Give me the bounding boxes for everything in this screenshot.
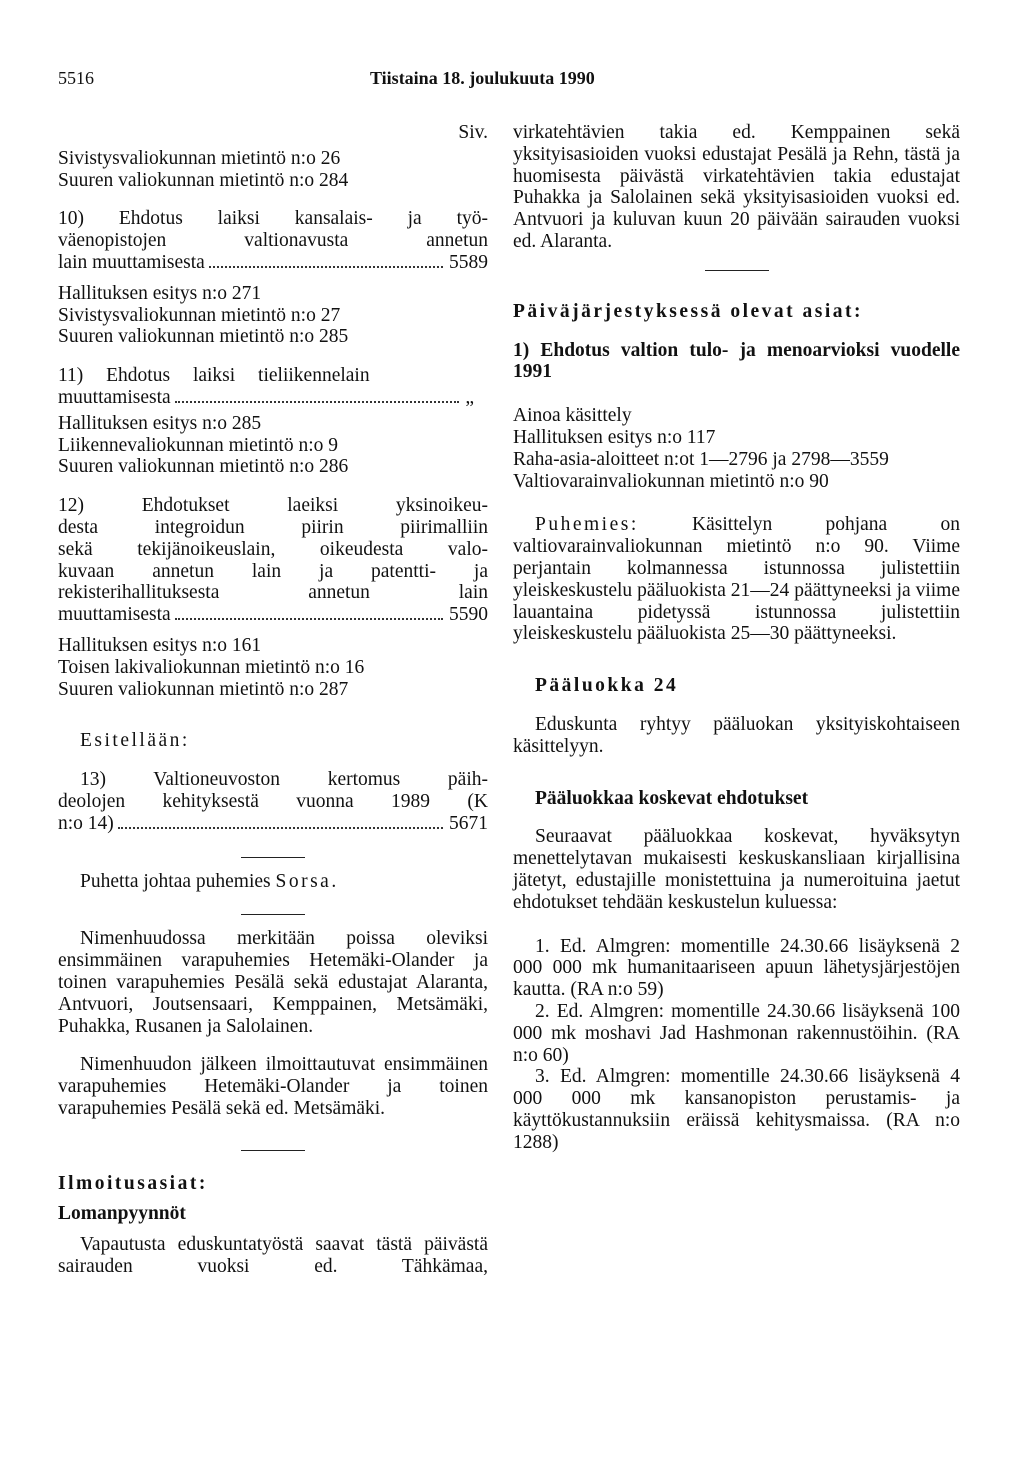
proposals-heading: Pääluokkaa koskevat ehdotukset: [535, 787, 809, 809]
left-column: [58, 122, 488, 1278]
committee-refs-1: Sivistysvaliokunnan mietintö n:o 26 Suuren valiokunnan mietintö n:o 284: [58, 147, 349, 191]
page-number: 5516: [58, 68, 94, 88]
siv-label: Siv.: [458, 122, 488, 143]
speaker-statement: Puhemies: Käsittelyn pohjana on valtiovarainvaliokunnan mietintö n:o 90. Viime perjantain kolmannessa istunnossa julistettiin yleiskeskustelu pääluokista 21—24 päättyneeksi ja viime lauantaina pidetyssä istunnossa julistettiin yleiskeskustelu pääluokista 25—30 päättyneeksi.: [513, 514, 960, 645]
page-ref: 5589: [449, 251, 488, 273]
proposals-intro: Seuraavat pääluokkaa koskevat, hyväksytyn menettelytavan mukaisesti keskuskansliaan kirjallisina jätetyt, edustajille monistettuina ja numeroituina jaetut ehdotukset tehdään keskustelun kuluessa:: [513, 826, 960, 913]
agenda-heading: Päiväjärjestyksessä olevat asiat:: [513, 300, 864, 322]
right-column: [513, 122, 960, 1153]
agenda-item-12: 12) Ehdotukset laeiksi yksinoikeu- desta integroidun piirin piirimalliin sekä tekijänoikeuslain, oikeudesta valo- kuvaan annetun lain ja patentti- ja rekisterihallituksesta annetun lain muuttamisesta 5590: [58, 495, 488, 626]
committee-refs-2: Hallituksen esitys n:o 271 Sivistysvaliokunnan mietintö n:o 27 Suuren valiokunnan mietintö n:o 285: [58, 282, 349, 348]
page-ref: 5671: [449, 812, 488, 834]
page-ref: 5590: [449, 604, 488, 626]
item-1-title: 1) Ehdotus valtion tulo- ja menoarvioksi vuodelle 1991: [513, 339, 960, 383]
paaluokka-24-heading: Pääluokka 24: [535, 675, 679, 697]
agenda-item-11: 11) Ehdotus laiksi tieliikennelain muuttamisesta „: [58, 365, 488, 409]
leave-requests: Vapautusta eduskuntatyöstä saavat tästä päivästä sairauden vuoksi ed. Tähkämaa,: [58, 1234, 488, 1278]
chair-statement: Puhetta johtaa puhemies Sorsa.: [80, 870, 337, 892]
agenda-item-13: 13) Valtioneuvoston kertomus päih- deolojen kehityksestä vuonna 1989 (K n:o 14) 5671: [58, 769, 488, 834]
header-date: Tiistaina 18. joulukuuta 1990: [370, 68, 595, 88]
ilmoitusasiat-heading: Ilmoitusasiat:: [58, 1172, 208, 1194]
esitellaan-heading: Esitellään:: [80, 730, 190, 752]
committee-refs-3: Hallituksen esitys n:o 285 Liikennevaliokunnan mietintö n:o 9 Suuren valiokunnan mietintö n:o 286: [58, 412, 349, 478]
proposal-2: 2. Ed. Almgren: momentille 24.30.66 lisäyksenä 100 000 mk moshavi Jad Hashmonan rakennustöihin. (RA n:o 60): [513, 1000, 960, 1066]
roll-call-after: Nimenhuudon jälkeen ilmoittautuvat ensimmäinen varapuhemies Hetemäki-Olander ja toinen varapuhemies Pesälä sekä ed. Metsämäki.: [58, 1054, 488, 1119]
proposal-1: 1. Ed. Almgren: momentille 24.30.66 lisäyksenä 2 000 000 mk humanitaariseen apuun lähetysjärjestöjen kautta. (RA n:o 59): [513, 935, 960, 1001]
detailed-handling: Eduskunta ryhtyy pääluokan yksityiskohtaiseen käsittelyyn.: [513, 713, 960, 757]
leave-requests-cont: virkatehtävien takia ed. Kemppainen sekä yksityisasioiden vuoksi edustajat Pesälä ja Rehn, tästä ja huomisesta päivästä virkatehtävien takia edustajat Puhakka ja Salolainen sekä yksityisasioiden vuoksi ed. Antvuori ja kuluvan kuun 20 päivään sairauden vuoksi ed. Alaranta.: [513, 122, 960, 252]
lomanpyynnot-heading: Lomanpyynnöt: [58, 1203, 186, 1225]
roll-call-absent: Nimenhuudossa merkitään poissa oleviksi ensimmäinen varapuhemies Hetemäki-Olander ja toinen varapuhemies Pesälä sekä edustajat Alaranta, Antvuori, Joutsensaari, Kemppainen, Metsämäki, Puhakka, Rusanen ja Salolainen.: [58, 928, 488, 1037]
item-1-refs: Ainoa käsittely Hallituksen esitys n:o 117 Raha-asia-aloitteet n:ot 1—2796 ja 2798—3559 Valtiovarainvaliokunnan mietintö n:o 90: [513, 405, 889, 492]
agenda-item-10: 10) Ehdotus laiksi kansalais- ja työ- väenopistojen valtionavusta annetun lain muuttamisesta 5589: [58, 208, 488, 273]
committee-refs-4: Hallituksen esitys n:o 161 Toisen lakivaliokunnan mietintö n:o 16 Suuren valiokunnan mietintö n:o 287: [58, 634, 365, 700]
page-ref: „: [465, 386, 474, 408]
proposal-3: 3. Ed. Almgren: momentille 24.30.66 lisäyksenä 4 000 000 mk kansanopiston perustamis- ja käyttökustannuksiin eräissä kehitysmaissa. (RA n:o 1288): [513, 1066, 960, 1153]
